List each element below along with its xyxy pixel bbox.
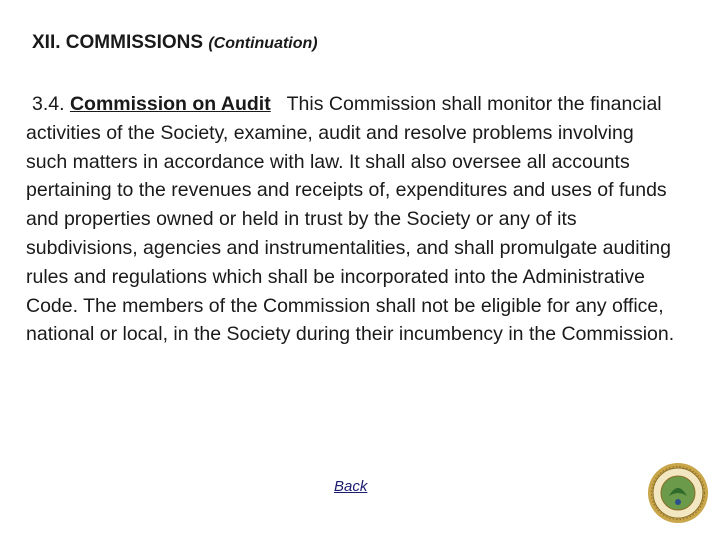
page-heading [32,32,318,54]
section-paragraph [26,90,676,349]
seal-emblem-dot [675,499,681,505]
section-number: 3.4. [32,93,65,115]
back-link[interactable]: Back [334,478,368,495]
heading-title: XII. COMMISSIONS [32,32,204,53]
society-seal-icon [647,462,709,524]
section-term: Commission on Audit [69,93,271,115]
section-text: This Commission shall monitor the financial activities of the Society, examine, audit and resolve problems involving such matters in accordance with law. It shall also oversee all accounts pertaining to the revenues and receipts of, expenditures and uses of funds and properties owned or held in trust by the Society or any of its subdivisions, agencies and instrumentalities, and shall promulgate auditing rules and regulations which shall be incorporated into the Administrative Code. The members of the Commission shall not be eligible for any office, national or local, in the Society during their incumbency in the Commission. [26,93,675,346]
heading-subtitle: (Continuation) [208,35,318,52]
